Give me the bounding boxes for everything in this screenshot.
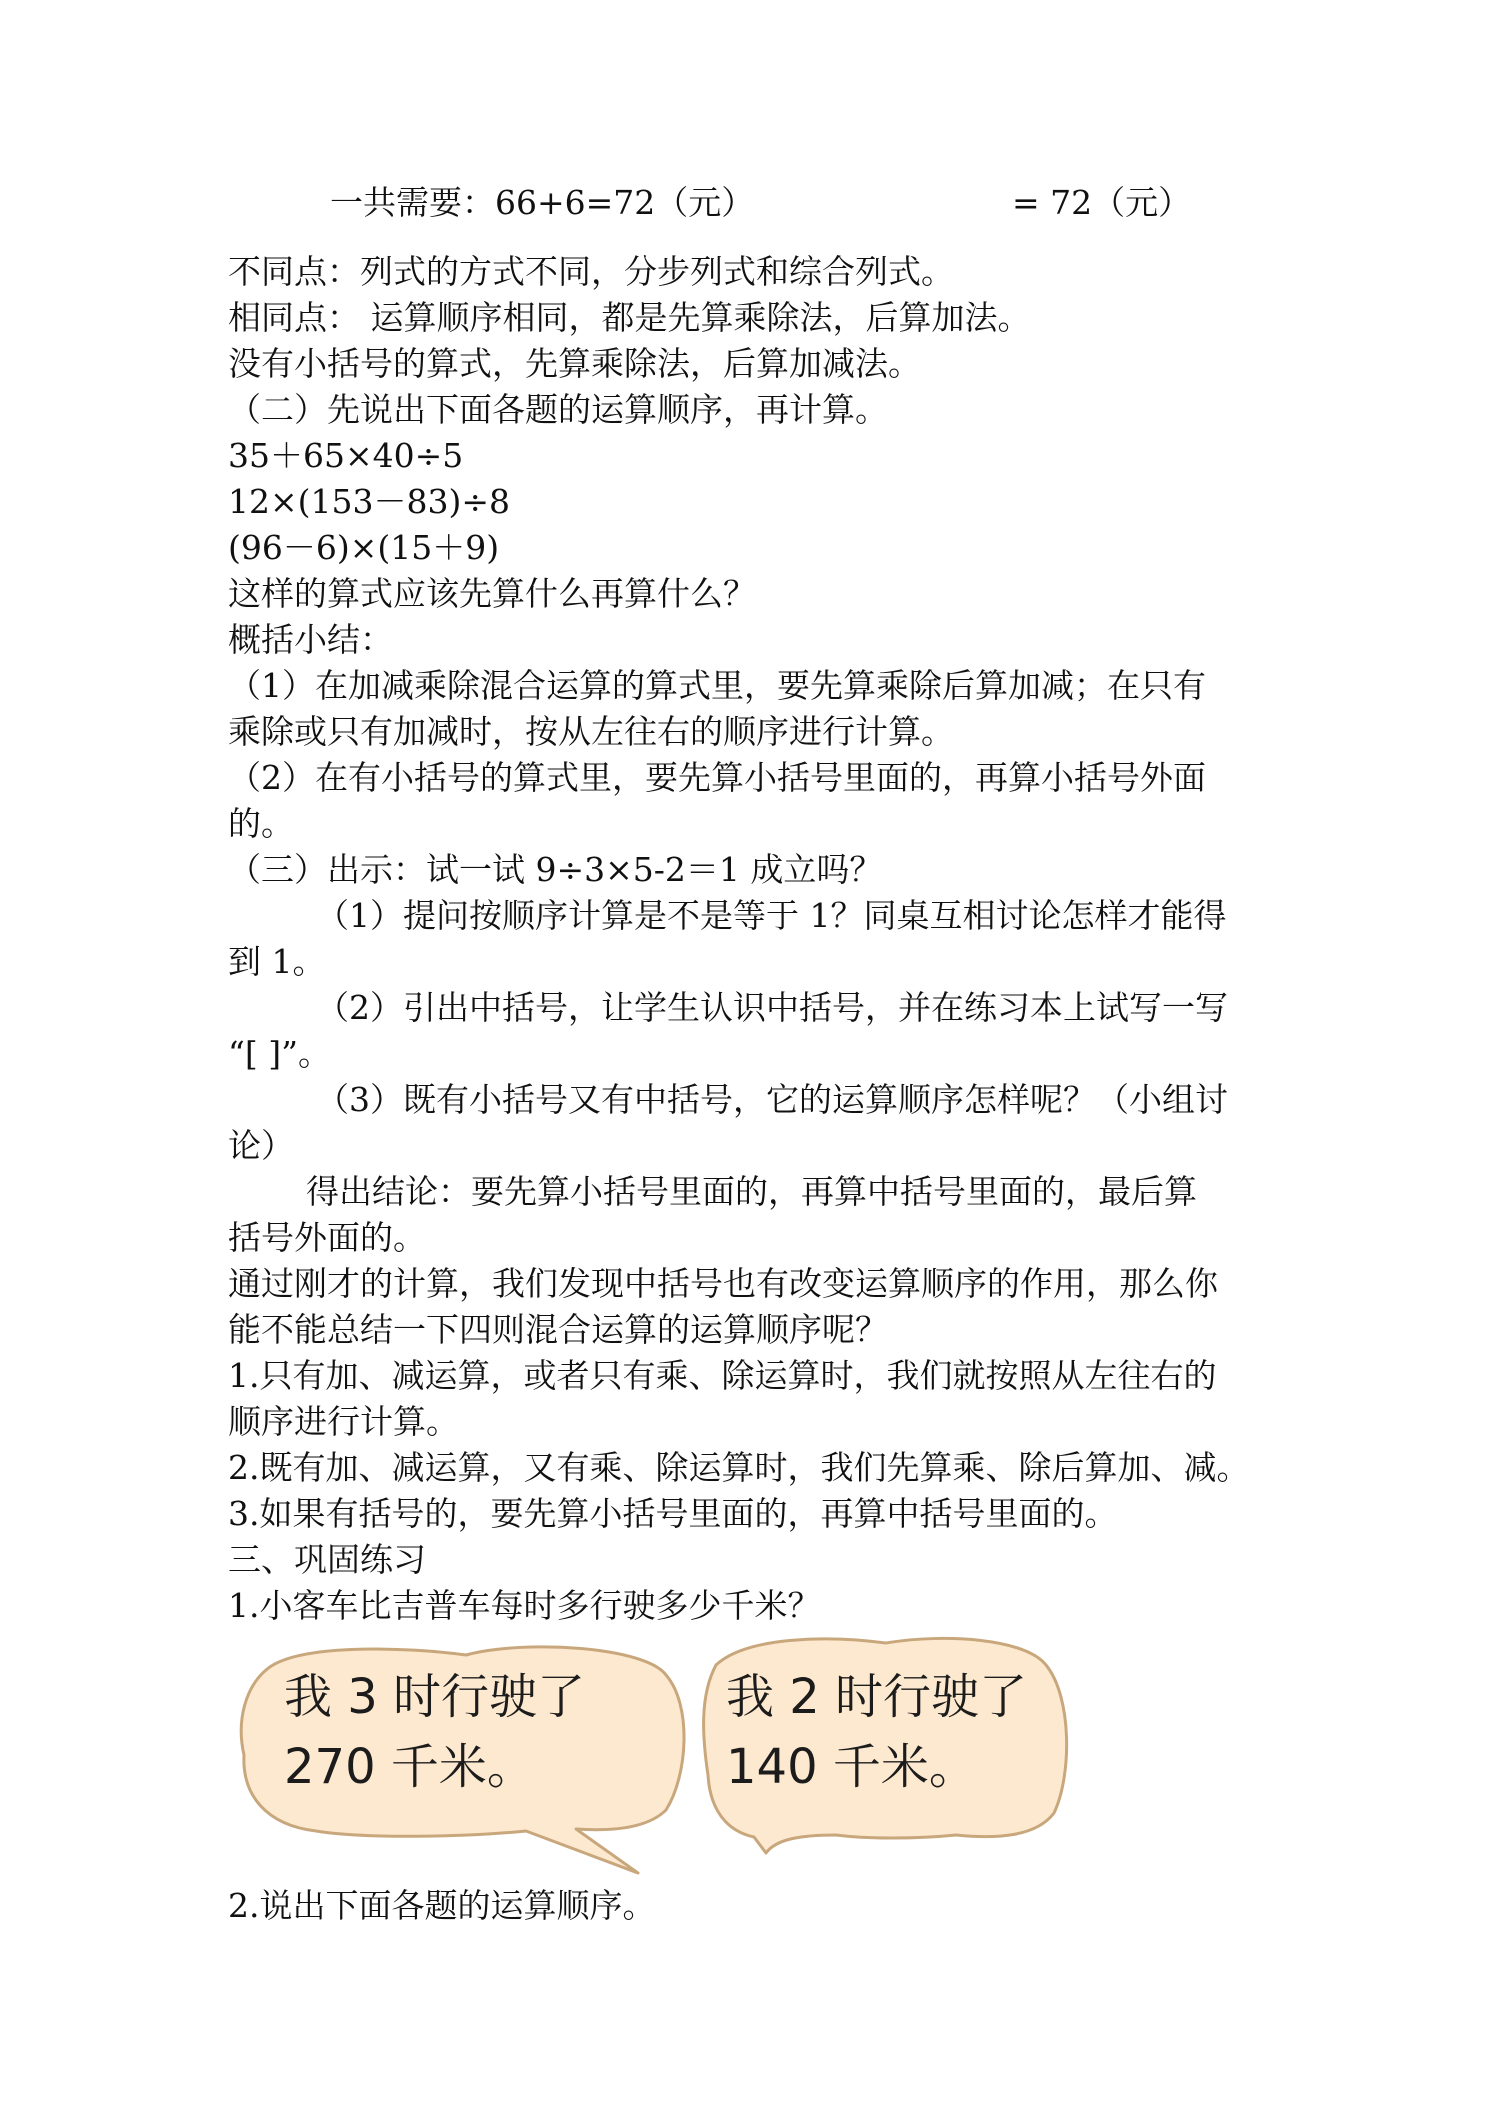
speech-bubbles-figure bbox=[226, 1625, 1106, 1875]
section3-item2-line2: “[ ]”。 bbox=[228, 1034, 331, 1073]
expression-1: 35＋65×40÷5 bbox=[228, 436, 464, 475]
summary-1-line-2: 乘除或只有加减时，按从左往右的顺序进行计算。 bbox=[228, 712, 954, 751]
order-question: 这样的算式应该先算什么再算什么？ bbox=[228, 574, 756, 613]
similarity-text: 相同点： 运算顺序相同，都是先算乘除法，后算加法。 bbox=[228, 298, 1031, 337]
section3-item1-line2: 到 1。 bbox=[228, 942, 326, 981]
section3-item3-line1: （3）既有小括号又有中括号，它的运算顺序怎样呢？（小组讨 bbox=[316, 1080, 1228, 1119]
rule-3: 3.如果有括号的，要先算小括号里面的，再算中括号里面的。 bbox=[228, 1494, 1118, 1533]
left-bubble-line-1: 我 3 时行驶了 bbox=[284, 1669, 586, 1725]
section2-title: （二）先说出下面各题的运算顺序，再计算。 bbox=[228, 390, 888, 429]
section3-title: （三）出示：试一试 9÷3×5-2＝1 成立吗？ bbox=[228, 850, 883, 889]
reflection-line-1: 通过刚才的计算，我们发现中括号也有改变运算顺序的作用，那么你 bbox=[228, 1264, 1218, 1303]
conclusion-line-2: 括号外面的。 bbox=[228, 1218, 426, 1257]
rule-1-line-2: 顺序进行计算。 bbox=[228, 1402, 459, 1441]
total-calc-line: 一共需要：66+6=72（元） bbox=[330, 183, 755, 222]
summary-2-line-1: （2）在有小括号的算式里，要先算小括号里面的，再算小括号外面 bbox=[228, 758, 1206, 797]
summary-title: 概括小结： bbox=[228, 620, 393, 659]
rule-2: 2.既有加、减运算，又有乘、除运算时，我们先算乘、除后算加、减。 bbox=[228, 1448, 1250, 1487]
right-bubble-line-2: 140 千米。 bbox=[726, 1739, 977, 1795]
conclusion-line-1: 得出结论：要先算小括号里面的，再算中括号里面的，最后算 bbox=[306, 1172, 1197, 1211]
rule-no-parentheses: 没有小括号的算式，先算乘除法，后算加减法。 bbox=[228, 344, 921, 383]
total-calc-result: = 72（元） bbox=[1012, 183, 1192, 222]
practice-question-1: 1.小客车比吉普车每时多行驶多少千米？ bbox=[228, 1586, 821, 1625]
expression-3: (96－6)×(15＋9) bbox=[228, 528, 500, 567]
expression-2: 12×(153－83)÷8 bbox=[228, 482, 511, 521]
difference-text: 不同点：列式的方式不同，分步列式和综合列式。 bbox=[228, 252, 954, 291]
right-bubble-line-1: 我 2 时行驶了 bbox=[726, 1669, 1028, 1725]
section3-item3-line2: 论） bbox=[228, 1126, 294, 1165]
rule-1-line-1: 1.只有加、减运算，或者只有乘、除运算时，我们就按照从左往右的 bbox=[228, 1356, 1217, 1395]
practice-title: 三、巩固练习 bbox=[228, 1540, 426, 1579]
practice-question-2: 2.说出下面各题的运算顺序。 bbox=[228, 1886, 656, 1925]
section3-item1-line1: （1）提问按顺序计算是不是等于 1？同桌互相讨论怎样才能得 bbox=[316, 896, 1227, 935]
section3-item2-line1: （2）引出中括号，让学生认识中括号，并在练习本上试写一写 bbox=[316, 988, 1228, 1027]
summary-1-line-1: （1）在加减乘除混合运算的算式里，要先算乘除后算加减；在只有 bbox=[228, 666, 1206, 705]
summary-2-line-2: 的。 bbox=[228, 804, 294, 843]
reflection-line-2: 能不能总结一下四则混合运算的运算顺序呢？ bbox=[228, 1310, 888, 1349]
left-bubble-line-2: 270 千米。 bbox=[284, 1739, 535, 1795]
